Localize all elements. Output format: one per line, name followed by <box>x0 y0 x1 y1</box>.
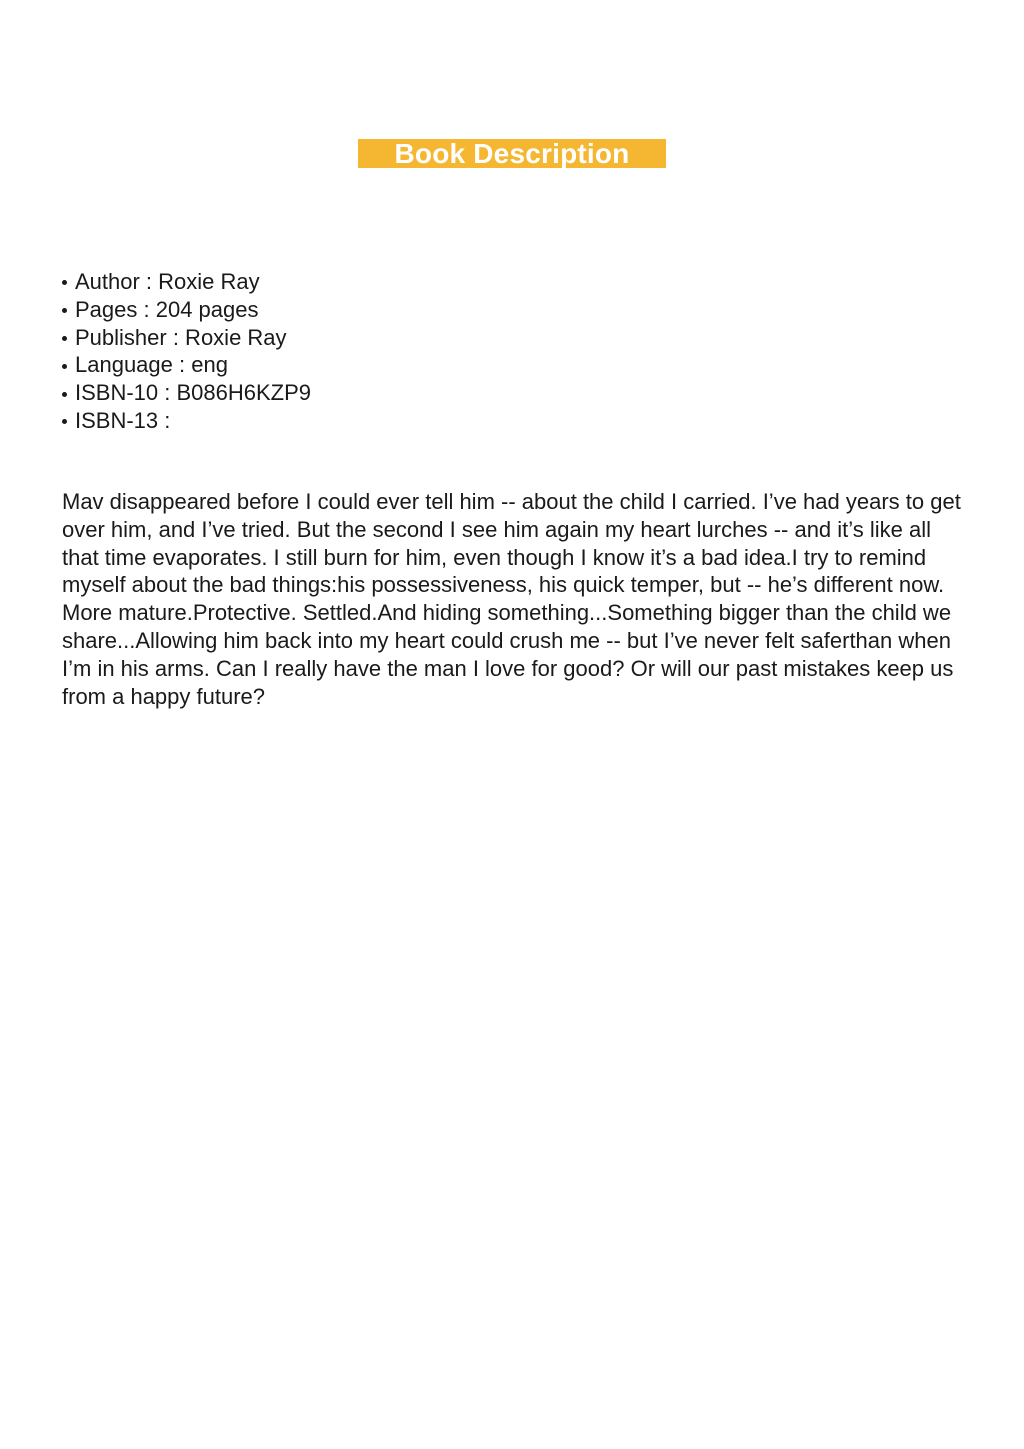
metadata-pages-text: Pages : 204 pages <box>75 296 259 322</box>
bullet-icon <box>62 392 67 397</box>
metadata-isbn10-text: ISBN-10 : B086H6KZP9 <box>75 380 312 406</box>
metadata-pages <box>62 296 311 324</box>
page-title: Book Description <box>394 138 630 169</box>
book-description-text: Mav disappeared before I could ever tell him -- about the child I carried. I’ve had years to get over him, and I’ve tried. But the second I see him again my heart lurches -- and it’s like all that time evaporates. I still burn for him, even though I know it’s a bad idea.I try to remind myself about the bad things:his possessiveness, his quick temper, but -- he’s different now. More mature.Protective. Settled.And hiding something...Something bigger than the child we share...Allowing him back into my heart could crush me -- but I’ve never felt saferthan when I’m in his arms. Can I really have the man I love for good? Or will our past mistakes keep us from a happy future? <box>62 489 961 709</box>
metadata-language <box>62 351 311 379</box>
bullet-icon <box>62 364 67 369</box>
metadata-author-text: Author : Roxie Ray <box>75 269 260 294</box>
bullet-icon <box>62 336 67 341</box>
metadata-isbn13-text: ISBN-13 : <box>75 407 171 433</box>
metadata-publisher-text: Publisher : Roxie Ray <box>75 324 287 350</box>
metadata-language-text: Language : eng <box>75 352 228 378</box>
bullet-icon <box>62 280 67 285</box>
metadata-isbn10 <box>62 379 311 407</box>
metadata-isbn13 <box>62 407 311 435</box>
title-banner <box>358 139 666 168</box>
metadata-publisher <box>62 324 311 352</box>
metadata-author <box>62 268 311 296</box>
bullet-icon <box>62 419 67 424</box>
book-metadata-list <box>62 268 311 435</box>
bullet-icon <box>62 308 67 313</box>
